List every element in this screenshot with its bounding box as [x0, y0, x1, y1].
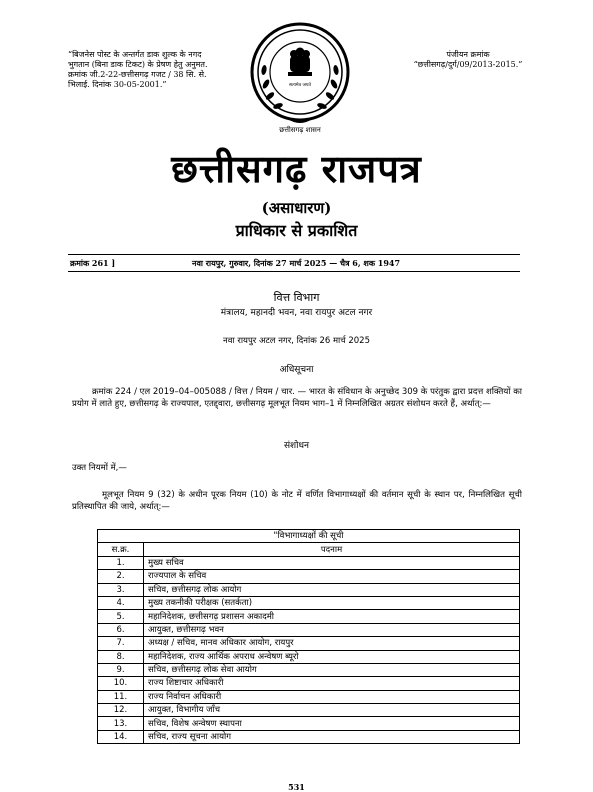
- registration-label: पंजीयन क्रमांक: [446, 50, 490, 59]
- table-header-row: [98, 543, 520, 556]
- svg-text:सत्यमेव जयते: सत्यमेव जयते: [288, 83, 312, 88]
- department-address: मंत्रालय, महानदी भवन, नवा रायपुर अटल नगर: [220, 308, 373, 318]
- row-number: 8.: [98, 650, 144, 663]
- gazette-title: छत्तीसगढ़ राजपत्र: [171, 146, 422, 191]
- amendment-heading: संशोधन: [283, 441, 310, 451]
- row-designation: राज्यपाल के सचिव: [144, 570, 520, 583]
- row-designation: अध्यक्ष / सचिव, मानव अधिकार आयोग, रायपुर: [144, 637, 520, 650]
- table-row: [98, 637, 520, 650]
- column-header-designation: पदनाम: [144, 543, 520, 556]
- row-number: 2.: [98, 570, 144, 583]
- table-row: [98, 663, 520, 676]
- row-number: 14.: [98, 730, 144, 743]
- column-header-serial: स.क्र.: [98, 543, 144, 556]
- table-row: [98, 583, 520, 596]
- row-designation: आयुक्त, छत्तीसगढ़ भवन: [144, 623, 520, 636]
- row-number: 6.: [98, 623, 144, 636]
- department-name: वित्त विभाग: [273, 291, 320, 304]
- rule-text: मूलभूत नियम 9 (32) के अधीन पूरक नियम (10) के नोट में वर्णित विभागाध्यक्षों की वर्तमान सूची के स्थान पर, निम्नलिखित सूची प्रतिस्थापित की जाये, अर्थात्:—: [72, 490, 522, 512]
- department-heads-table: [97, 529, 520, 744]
- row-designation: मुख्य तकनीकी परीक्षक (सतर्कता): [144, 596, 520, 609]
- table-row: [98, 556, 520, 569]
- row-designation: सचिव, छत्तीसगढ़ लोक आयोग: [144, 583, 520, 596]
- row-number: 4.: [98, 596, 144, 609]
- row-designation: महानिदेशक, राज्य आर्थिक अपराध अन्वेषण ब्यूरो: [144, 650, 520, 663]
- row-number: 7.: [98, 637, 144, 650]
- row-designation: महानिदेशक, छत्तीसगढ़ प्रशासन अकादमी: [144, 610, 520, 623]
- table-row: [98, 677, 520, 690]
- notification-heading: अधिसूचना: [279, 365, 314, 375]
- registration-note: [398, 50, 538, 70]
- table-caption-row: [98, 530, 520, 543]
- gazette-extraordinary: (असाधारण): [261, 199, 332, 217]
- table-caption: "विभागाध्यक्षों की सूची: [98, 530, 520, 543]
- row-designation: सचिव, राज्य सूचना आयोग: [144, 730, 520, 743]
- notice-place-date: नवा रायपुर अटल नगर, दिनांक 26 मार्च 2025: [223, 336, 370, 346]
- row-number: 12.: [98, 704, 144, 717]
- row-designation: सचिव, विशेष अन्वेषण स्थापना: [144, 717, 520, 730]
- divider-bottom: [68, 271, 520, 272]
- published-by-authority: प्राधिकार से प्रकाशित: [235, 221, 358, 240]
- table-row: [98, 690, 520, 703]
- row-number: 13.: [98, 717, 144, 730]
- issue-number: क्रमांक 261 ]: [70, 258, 116, 268]
- table-row: [98, 650, 520, 663]
- row-designation: आयुक्त, विभागीय जाँच: [144, 704, 520, 717]
- seal-icon: [248, 14, 352, 138]
- table-row: [98, 704, 520, 717]
- issue-date: नवा रायपुर, गुरुवार, दिनांक 27 मार्च 2025 — चैत्र 6, शक 1947: [192, 258, 401, 268]
- amendment-intro: उक्त नियमों में,—: [72, 463, 127, 473]
- page-number: 531: [288, 782, 305, 792]
- state-emblem-seal: [248, 14, 352, 138]
- registration-number: “छत्तीसगढ़/दुर्ग/09/2013-2015.”: [413, 60, 523, 69]
- table-row: [98, 623, 520, 636]
- row-number: 11.: [98, 690, 144, 703]
- row-designation: राज्य निर्वाचन अधिकारी: [144, 690, 520, 703]
- table-row: [98, 610, 520, 623]
- row-number: 1.: [98, 556, 144, 569]
- notification-body: क्रमांक 224 / एल 2019–04–005088 / वित्त / नियम / चार. — भारत के संविधान के अनुच्छेद 309 के परंतुक द्वारा प्रदत्त शक्तियों का प्रयोग में लाते हुए, छत्तीसगढ़ के राज्यपाल, एतद्द्वारा, छत्तीसगढ़ मूलभूत नियम भाग–1 में निम्नलिखित अग्रतर संशोधन करते हैं, अर्थात्:—: [72, 387, 522, 409]
- row-number: 10.: [98, 677, 144, 690]
- row-number: 9.: [98, 663, 144, 676]
- row-designation: सचिव, छत्तीसगढ़ लोक सेवा आयोग: [144, 663, 520, 676]
- row-designation: राज्य शिष्टाचार अधिकारी: [144, 677, 520, 690]
- table-row: [98, 717, 520, 730]
- svg-text:छत्तीसगढ़ शासन: छत्तीसगढ़ शासन: [279, 126, 321, 134]
- divider-top: [68, 254, 520, 255]
- row-number: 5.: [98, 610, 144, 623]
- row-designation: मुख्य सचिव: [144, 556, 520, 569]
- table-row: [98, 596, 520, 609]
- postal-permit-note: “बिजनेस पोस्ट के अन्तर्गत डाक शुल्क के नगद भुगतान (बिना डाक टिकट) के प्रेषण हेतु अनुमत. क्रमांक जी.2-22-छत्तीसगढ़ गजट / 38 सि. से. भिलाई. दिनांक 30-05-2001.”: [68, 50, 208, 89]
- table-row: [98, 730, 520, 743]
- row-number: 3.: [98, 583, 144, 596]
- table-row: [98, 570, 520, 583]
